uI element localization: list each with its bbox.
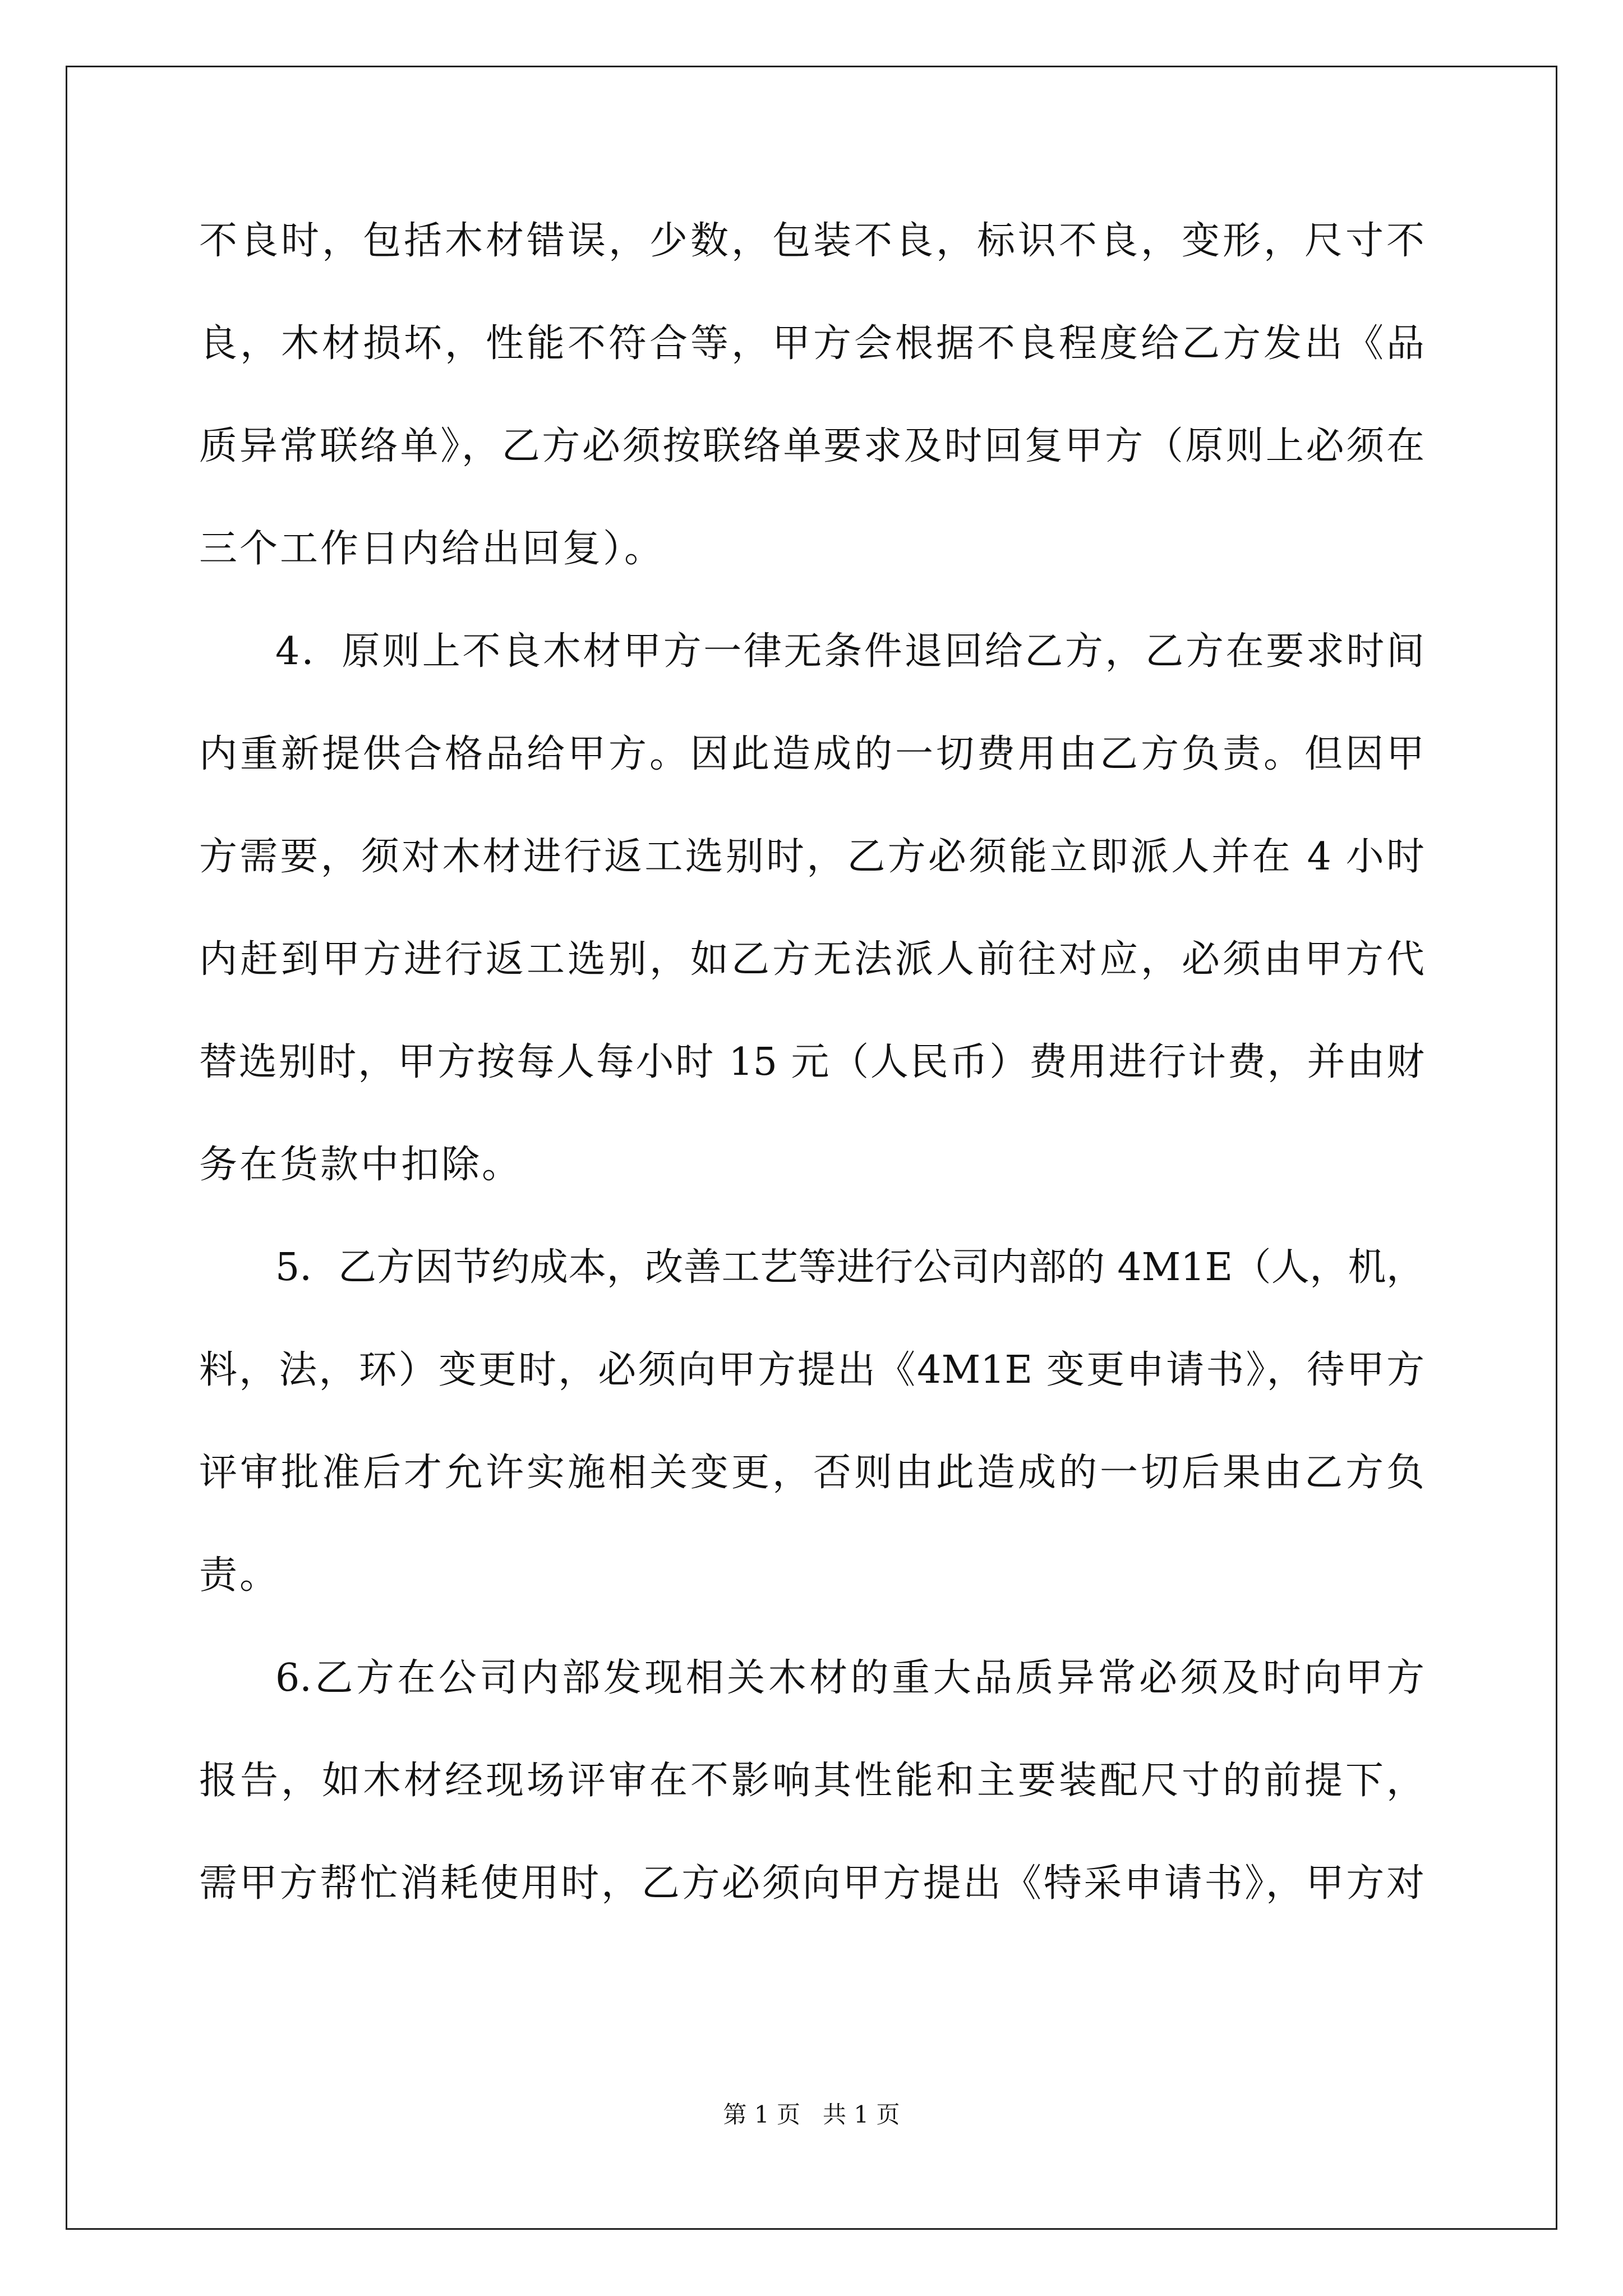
page-number-footer: 第 1 页 共 1 页 bbox=[723, 2101, 900, 2128]
text-line: 不良时，包括木材错误，少数，包装不良，标识不良，变形，尺寸不 bbox=[199, 219, 1424, 263]
text-line: 责。 bbox=[199, 1553, 280, 1598]
text-line: 4．原则上不良木材甲方一律无条件退回给乙方，乙方在要求时间 bbox=[275, 629, 1424, 674]
text-line: 方需要，须对木材进行返工选别时，乙方必须能立即派人并在 4 小时 bbox=[199, 835, 1424, 879]
text-line: 务在货款中扣除。 bbox=[199, 1143, 523, 1187]
text-line: 5．乙方因节约成本，改善工艺等进行公司内部的 4M1E（人，机， bbox=[275, 1245, 1424, 1290]
text-line: 报告，如木材经现场评审在不影响其性能和主要装配尺寸的前提下， bbox=[199, 1759, 1424, 1803]
text-line: 需甲方帮忙消耗使用时，乙方必须向甲方提出《特采申请书》，甲方对 bbox=[199, 1861, 1424, 1906]
text-line: 内赶到甲方进行返工选别，如乙方无法派人前往对应，必须由甲方代 bbox=[199, 937, 1424, 982]
text-line: 三个工作日内给出回复）。 bbox=[199, 527, 665, 571]
text-line: 质异常联络单》，乙方必须按联络单要求及时回复甲方（原则上必须在 bbox=[199, 424, 1424, 468]
text-line: 6.乙方在公司内部发现相关木材的重大品质异常必须及时向甲方 bbox=[275, 1656, 1424, 1700]
text-line: 评审批准后才允许实施相关变更，否则由此造成的一切后果由乙方负 bbox=[199, 1451, 1424, 1495]
text-line: 良，木材损坏，性能不符合等，甲方会根据不良程度给乙方发出《品 bbox=[199, 321, 1424, 366]
document-body bbox=[199, 213, 1424, 1958]
text-line: 料，法，环）变更时，必须向甲方提出《4M1E 变更申请书》，待甲方 bbox=[199, 1348, 1424, 1392]
text-line: 替选别时，甲方按每人每小时 15 元（人民币）费用进行计费，并由财 bbox=[199, 1040, 1424, 1084]
text-line: 内重新提供合格品给甲方。因此造成的一切费用由乙方负责。但因甲 bbox=[199, 732, 1424, 776]
